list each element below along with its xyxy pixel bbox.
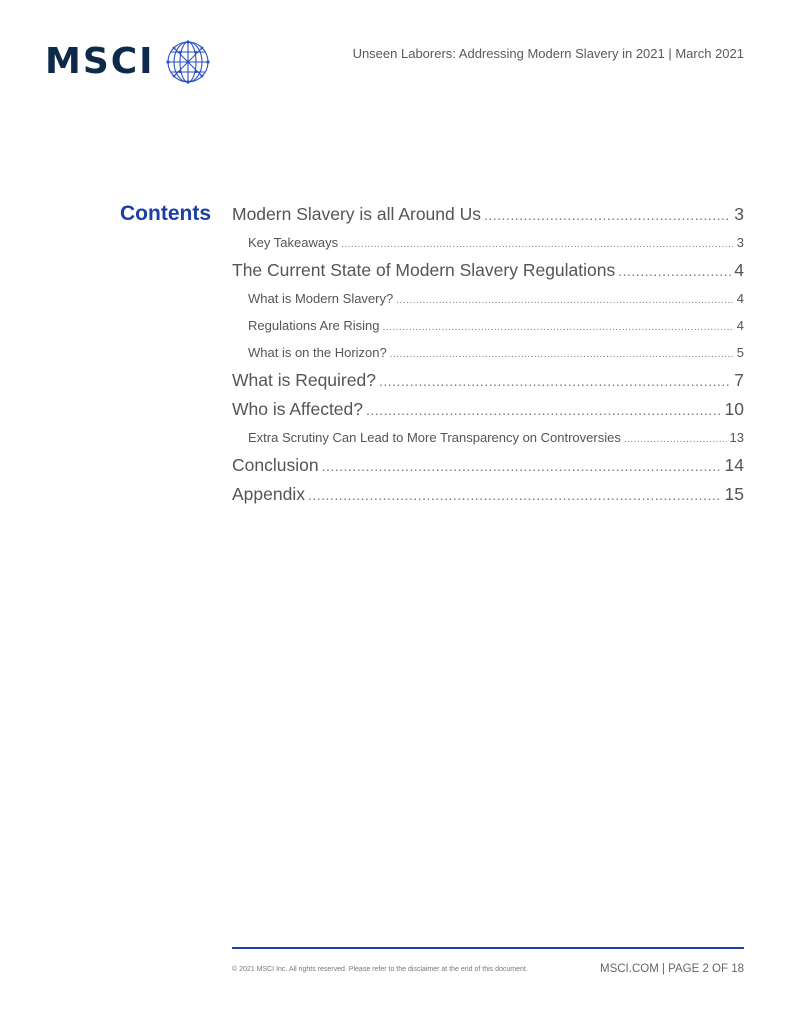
footer-divider — [232, 947, 744, 949]
toc-entry-page: 7 — [734, 370, 744, 390]
toc-entry[interactable] — [232, 395, 744, 424]
toc-entry-title: Extra Scrutiny Can Lead to More Transparency on Controversies — [248, 430, 621, 445]
toc-entry[interactable] — [232, 424, 744, 451]
toc-entry-page: 13 — [729, 430, 744, 445]
logo-wordmark: MSCI — [45, 41, 155, 82]
toc-entry[interactable] — [232, 312, 744, 339]
toc-dot-leader — [341, 229, 734, 258]
toc-entry-page: 15 — [724, 484, 744, 504]
toc-entry[interactable] — [232, 200, 744, 229]
toc-dot-leader — [322, 451, 722, 481]
toc-entry-page: 4 — [736, 318, 744, 333]
toc-entry[interactable] — [232, 451, 744, 480]
toc-entry-title: What is Required? — [232, 370, 376, 390]
toc-entry-page: 4 — [734, 260, 744, 280]
globe-icon — [165, 39, 211, 85]
toc-entry-title: Appendix — [232, 484, 305, 504]
toc-entry[interactable] — [232, 229, 744, 256]
toc-entry-title: Conclusion — [232, 455, 319, 475]
toc-dot-leader — [396, 285, 734, 314]
toc-entry[interactable] — [232, 256, 744, 285]
toc-dot-leader — [379, 366, 731, 396]
toc-dot-leader — [624, 424, 727, 453]
toc-entry-page: 14 — [724, 455, 744, 475]
toc-entry-title: Who is Affected? — [232, 399, 364, 419]
toc-entry-title: What is on the Horizon? — [248, 345, 387, 360]
toc-entry-page: 5 — [736, 345, 744, 360]
toc-dot-leader — [484, 200, 731, 230]
toc-entry[interactable] — [232, 285, 744, 312]
toc-entry-title: Modern Slavery is all Around Us — [232, 204, 481, 224]
toc-entry[interactable] — [232, 366, 744, 395]
toc-dot-leader — [618, 256, 731, 286]
footer-page-info: MSCI.COM | PAGE 2 OF 18 — [600, 963, 744, 975]
footer-copyright: © 2021 MSCI Inc. All rights reserved. Please refer to the disclaimer at the end of this document. — [232, 966, 528, 973]
toc-entry-page: 4 — [736, 291, 744, 306]
toc-entry-page: 3 — [734, 204, 744, 224]
toc-entry-title: Key Takeaways — [248, 235, 339, 250]
table-of-contents — [232, 200, 744, 509]
toc-dot-leader — [366, 395, 722, 425]
msci-logo — [45, 39, 211, 85]
toc-entry-title: Regulations Are Rising — [248, 318, 380, 333]
toc-dot-leader — [383, 312, 734, 341]
toc-entry-page: 10 — [724, 399, 744, 419]
toc-dot-leader — [390, 339, 734, 368]
contents-heading: Contents — [120, 202, 211, 225]
toc-entry[interactable] — [232, 480, 744, 509]
toc-entry-title: The Current State of Modern Slavery Regulations — [232, 260, 616, 280]
toc-entry[interactable] — [232, 339, 744, 366]
document-header-title: Unseen Laborers: Addressing Modern Slavery in 2021 | March 2021 — [352, 46, 744, 61]
toc-entry-page: 3 — [736, 235, 744, 250]
toc-entry-title: What is Modern Slavery? — [248, 291, 394, 306]
toc-dot-leader — [308, 480, 722, 510]
